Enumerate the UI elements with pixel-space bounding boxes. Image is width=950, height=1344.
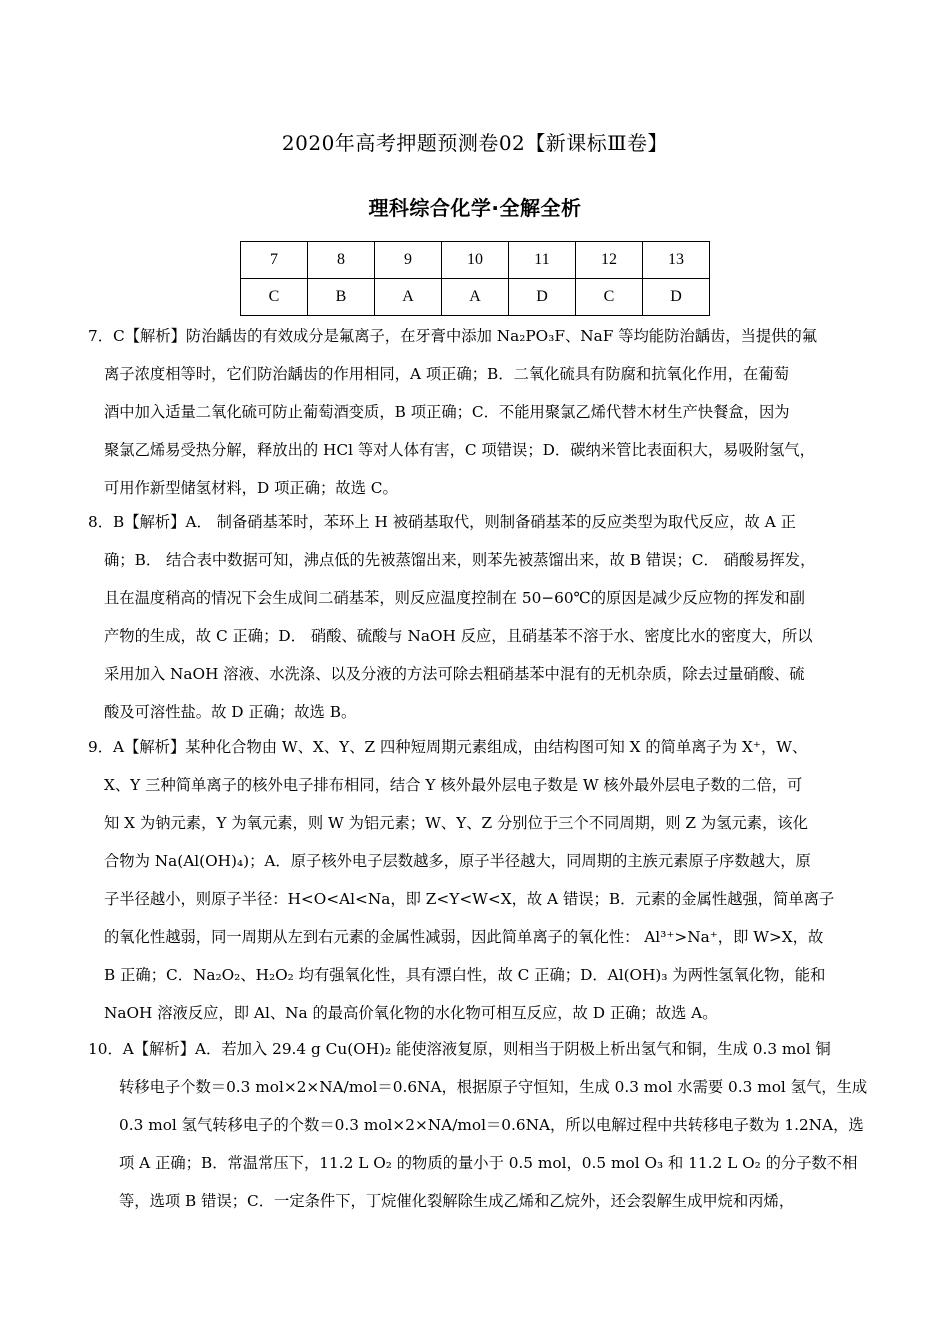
text-line: 子半径越小，则原子半径：H<O<Al<Na，即 Z<Y<W<X，故 A 错误；B．元素的金属性越强，简单离子 [104, 890, 835, 908]
text-line: 7．C【解析】防治龋齿的有效成分是氟离子，在牙膏中添加 Na₂PO₃F、NaF 等均能防治龋齿，当提供的氟 [88, 327, 818, 345]
text-line: 10．A【解析】A．若加入 29.4 g Cu(OH)₂ 能使溶液复原，则相当于阴极上析出氢气和铜，生成 0.3 mol 铜 [88, 1040, 831, 1058]
answer-cell: A [442, 279, 509, 316]
text-line: 等，选项 B 错误；C．一定条件下，丁烷催化裂解除生成乙烯和乙烷外，还会裂解生成甲烷和丙烯， [119, 1192, 795, 1210]
question-8-explanation [88, 503, 878, 731]
text-line: 采用加入 NaOH 溶液、水洗涤、以及分液的方法可除去粗硝基苯中混有的无机杂质，除去过量硝酸、硫 [104, 665, 805, 683]
page-subtitle: 理科综合化学·全解全析 [368, 196, 582, 220]
text-line: 项 A 正确；B．常温常压下，11.2 L O₂ 的物质的量小于 0.5 mol，0.5 mol O₃ 和 11.2 L O₂ 的分子数不相 [119, 1154, 858, 1172]
answer-cell: C [576, 279, 643, 316]
question-number-cell: 9 [375, 242, 442, 279]
answer-cell: A [375, 279, 442, 316]
text-line: 可用作新型储氢材料，D 项正确；故选 C。 [104, 479, 398, 497]
text-line: 确；B． 结合表中数据可知，沸点低的先被蒸馏出来，则苯先被蒸馏出来，故 B 错误；C． 硝酸易挥发， [104, 551, 816, 569]
answer-table-answer-row [241, 279, 710, 316]
question-number-cell: 10 [442, 242, 509, 279]
question-number-cell: 12 [576, 242, 643, 279]
text-line: 聚氯乙烯易受热分解，释放出的 HCl 等对人体有害，C 项错误；D．碳纳米管比表面积大，易吸附氢气， [104, 441, 815, 459]
text-line: 0.3 mol 氢气转移电子的个数＝0.3 mol×2×NA/mol＝0.6NA，所以电解过程中共转移电子数为 1.2NA，选 [119, 1116, 864, 1134]
question-10-explanation [88, 1030, 878, 1220]
text-line: 转移电子个数＝0.3 mol×2×NA/mol＝0.6NA，根据原子守恒知，生成 0.3 mol 水需要 0.3 mol 氢气，生成 [119, 1078, 868, 1096]
question-number-cell: 11 [509, 242, 576, 279]
question-number-cell: 13 [643, 242, 710, 279]
text-line: 酒中加入适量二氧化硫可防止葡萄酒变质，B 项正确；C．不能用聚氯乙烯代替木材生产快餐盒，因为 [104, 403, 790, 421]
answer-cell: B [308, 279, 375, 316]
text-line: 的氧化性越弱，同一周期从左到右元素的金属性减弱，因此简单离子的氧化性： Al³⁺>Na⁺，即 W>X，故 [104, 928, 824, 946]
question-number-cell: 7 [241, 242, 308, 279]
text-line: 产物的生成，故 C 正确；D． 硝酸、硫酸与 NaOH 反应，且硝基苯不溶于水、密度比水的密度大，所以 [104, 627, 813, 645]
text-line: NaOH 溶液反应，即 Al、Na 的最高价氧化物的水化物可相互反应，故 D 正确；故选 A。 [104, 1004, 718, 1022]
text-line: 酸及可溶性盐。故 D 正确；故选 B。 [104, 703, 357, 721]
text-line: 9．A【解析】某种化合物由 W、X、Y、Z 四种短周期元素组成，由结构图可知 X 的简单离子为 X⁺，W、 [88, 738, 808, 756]
text-line: X、Y 三种简单离子的核外电子排布相同，结合 Y 核外最外层电子数是 W 核外最外层电子数的二倍，可 [104, 776, 803, 794]
text-line: 离子浓度相等时，它们防治龋齿的作用相同，A 项正确；B．二氧化硫具有防腐和抗氧化作用，在葡萄 [104, 365, 789, 383]
text-line: 知 X 为钠元素，Y 为氧元素，则 W 为铝元素；W、Y、Z 分别位于三个不同周期，则 Z 为氢元素，该化 [104, 814, 808, 832]
text-line: 且在温度稍高的情况下会生成间二硝基苯，则反应温度控制在 50−60℃的原因是减少反应物的挥发和副 [104, 589, 805, 607]
answer-table-number-row [241, 242, 710, 279]
text-line: 8．B【解析】A． 制备硝基苯时，苯环上 H 被硝基取代，则制备硝基苯的反应类型为取代反应，故 A 正 [88, 513, 796, 531]
answer-cell: D [643, 279, 710, 316]
page-title: 2020年高考押题预测卷02【新课标Ⅲ卷】 [281, 131, 669, 155]
question-number-cell: 8 [308, 242, 375, 279]
text-line: 合物为 Na(Al(OH)₄)；A．原子核外电子层数越多，原子半径越大，同周期的主族元素原子序数越大，原 [104, 852, 811, 870]
question-7-explanation [88, 317, 878, 507]
question-9-explanation [88, 728, 878, 1032]
answer-cell: D [509, 279, 576, 316]
answer-table [240, 241, 710, 316]
text-line: B 正确；C．Na₂O₂、H₂O₂ 均有强氧化性，具有漂白性，故 C 正确；D．Al(OH)₃ 为两性氢氧化物，能和 [104, 966, 826, 984]
answer-cell: C [241, 279, 308, 316]
